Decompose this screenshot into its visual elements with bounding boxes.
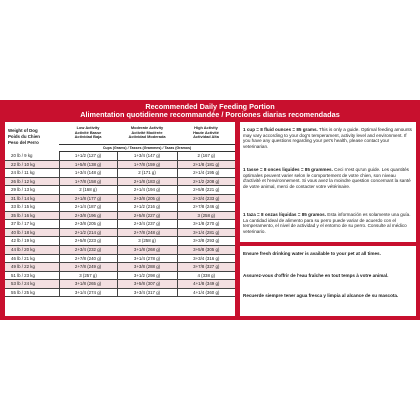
weight-cell: 22 lb / 10 kg	[5, 160, 59, 169]
moderate-activity-cell: 3 (258 g)	[117, 237, 177, 246]
table-row	[5, 280, 235, 289]
table-row	[5, 177, 235, 186]
weight-cell: 35 lb / 16 kg	[5, 211, 59, 220]
weight-cell: 26 lb / 12 kg	[5, 177, 59, 186]
moderate-activity-cell: 3+3/4 (317 g)	[117, 288, 177, 297]
high-activity-cell: 4+1/4 (360 g)	[177, 288, 235, 297]
table-row	[5, 211, 235, 220]
low-activity-header: Low Activity Activité Basse Actividad Baja	[74, 125, 102, 140]
moderate-activity-cell: 1+7/8 (159 g)	[117, 160, 177, 169]
feeding-guide-panel	[0, 100, 420, 320]
low-activity-cell: 2+5/8 (223 g)	[59, 237, 117, 246]
note-french: 1 tasse = 8 onces liquides = 85 grammes. Ceci n'est qu'un guide. Les quantités optimales peuvent varier selon le comportement de votre chien, son niveau d'activité et l'environnement. Si vous avez la moindre question concernant la santé de votre animal, merci de contacter votre vétérinaire.	[243, 167, 411, 189]
high-activity-cell: 2+1/4 (195 g)	[177, 169, 235, 178]
high-activity-cell: 4 (338 g)	[177, 271, 235, 280]
table-row	[5, 271, 235, 280]
high-activity-cell: 2+1/8 (181 g)	[177, 160, 235, 169]
weight-cell: 51 lb / 23 kg	[5, 271, 59, 280]
moderate-activity-cell: 3+1/4 (278 g)	[117, 254, 177, 263]
table-row	[5, 194, 235, 203]
weight-header: Weight of Dog Poids du Chien Peso del Perro	[8, 128, 40, 145]
high-activity-cell: 3+1/4 (281 g)	[177, 228, 235, 237]
moderate-activity-cell: 1+3/4 (147 g)	[117, 152, 177, 161]
low-activity-cell: 2+1/4 (187 g)	[59, 203, 117, 212]
weight-cell: 33 lb / 15 kg	[5, 203, 59, 212]
note-english: 1 cup = 8 fluid ounces = 85 grams. This is only a guide. Optimal feeding amounts may vary according to your dog's temperament, activity level and environment. If you have any questions regarding your pet's health, please contact your veterinarian.	[243, 127, 412, 149]
table-row	[5, 228, 235, 237]
feeding-table-box	[5, 122, 235, 316]
low-activity-cell: 2+1/2 (214 g)	[59, 228, 117, 237]
table-row	[5, 203, 235, 212]
moderate-activity-cell: 2+3/4 (237 g)	[117, 220, 177, 229]
weight-cell: 29 lb / 13 kg	[5, 186, 59, 195]
table-row	[5, 254, 235, 263]
feeding-table	[5, 122, 235, 297]
weight-cell: 44 lb / 20 kg	[5, 246, 59, 255]
table-row	[5, 237, 235, 246]
low-activity-cell: 3+1/4 (274 g)	[59, 288, 117, 297]
high-activity-cell: 4+1/8 (349 g)	[177, 280, 235, 289]
moderate-activity-cell: 3+1/8 (268 g)	[117, 246, 177, 255]
moderate-activity-cell: 3+3/8 (288 g)	[117, 263, 177, 272]
low-activity-cell: 1+5/8 (138 g)	[59, 160, 117, 169]
low-activity-cell: 1+3/4 (148 g)	[59, 169, 117, 178]
high-activity-cell: 3+7/8 (327 g)	[177, 263, 235, 272]
moderate-activity-cell: 3+5/8 (307 g)	[117, 280, 177, 289]
table-row	[5, 169, 235, 178]
high-activity-cell: 2 (167 g)	[177, 152, 235, 161]
weight-cell: 55 lb / 25 kg	[5, 288, 59, 297]
high-activity-cell: 3+3/8 (293 g)	[177, 237, 235, 246]
weight-cell: 42 lb / 19 kg	[5, 237, 59, 246]
water-note-english: Ensure fresh drinking water is available to your pet at all times.	[243, 251, 381, 256]
water-box	[240, 246, 416, 316]
low-activity-cell: 3 (257 g)	[59, 271, 117, 280]
weight-cell: 31 lb / 14 kg	[5, 194, 59, 203]
water-note-spanish: Recuerde siempre tener agua fresca y limpia al alcance de su mascota.	[243, 293, 399, 298]
feeding-table-body	[5, 152, 235, 297]
note-spanish: 1 taza = 8 onzas líquidas = 85 gramos. Esta información es solamente una guía. La cantidad ideal de alimento para su perro puede variar de acuerdo con el temperamento, el nivel de actividad y el entorno de su perro. Consulte al médico veterinario.	[243, 212, 411, 234]
notes-box	[240, 122, 416, 242]
title-line-2: Alimentation quotidienne recommandée / Porciones diarias recomendadas	[80, 110, 340, 119]
low-activity-cell: 3+1/8 (265 g)	[59, 280, 117, 289]
low-activity-cell: 2+7/8 (240 g)	[59, 254, 117, 263]
high-activity-cell: 3+5/8 (305 g)	[177, 246, 235, 255]
low-activity-cell: 2+3/8 (196 g)	[59, 211, 117, 220]
weight-cell: 46 lb / 21 kg	[5, 254, 59, 263]
low-activity-cell: 2+7/8 (249 g)	[59, 263, 117, 272]
table-row	[5, 246, 235, 255]
low-activity-cell: 1+1/2 (127 g)	[59, 152, 117, 161]
title-line-1: Recommended Daily Feeding Portion	[145, 102, 275, 111]
moderate-activity-cell: 2+3/8 (205 g)	[117, 194, 177, 203]
cups-unit-header: Cups (Grams) / Tasses (Grammes) / Tazas (Gramos)	[59, 145, 235, 152]
moderate-activity-cell: 3+1/2 (298 g)	[117, 271, 177, 280]
moderate-activity-cell: 2 (171 g)	[117, 169, 177, 178]
low-activity-cell: 2+3/8 (205 g)	[59, 220, 117, 229]
feeding-guide-title	[4, 103, 416, 119]
moderate-activity-cell: 2+1/8 (183 g)	[117, 177, 177, 186]
weight-cell: 53 lb / 24 kg	[5, 280, 59, 289]
weight-cell: 24 lb / 11 kg	[5, 169, 59, 178]
water-note-french: Assurez-vous d'offrir de l'eau fraîche en tout temps à votre animal.	[243, 273, 389, 278]
high-activity-cell: 3+1/8 (270 g)	[177, 220, 235, 229]
moderate-activity-header: Moderate Activity Activité Modérée Actividad Moderada	[128, 125, 166, 140]
high-activity-cell: 3+3/4 (316 g)	[177, 254, 235, 263]
weight-cell: 49 lb / 22 kg	[5, 263, 59, 272]
high-activity-cell: 2+3/4 (233 g)	[177, 194, 235, 203]
table-row	[5, 152, 235, 161]
high-activity-cell: 3 (258 g)	[177, 211, 235, 220]
high-activity-cell: 2+7/8 (246 g)	[177, 203, 235, 212]
low-activity-cell: 2 (168 g)	[59, 186, 117, 195]
low-activity-cell: 2+1/8 (177 g)	[59, 194, 117, 203]
weight-cell: 37 lb / 17 kg	[5, 220, 59, 229]
moderate-activity-cell: 2+1/4 (194 g)	[117, 186, 177, 195]
weight-cell: 40 lb / 18 kg	[5, 228, 59, 237]
moderate-activity-cell: 2+1/2 (216 g)	[117, 203, 177, 212]
table-row	[5, 160, 235, 169]
table-row	[5, 288, 235, 297]
moderate-activity-cell: 2+5/8 (227 g)	[117, 211, 177, 220]
low-activity-cell: 1+7/8 (158 g)	[59, 177, 117, 186]
low-activity-cell: 2+3/4 (232 g)	[59, 246, 117, 255]
table-row	[5, 186, 235, 195]
high-activity-cell: 2+5/8 (221 g)	[177, 186, 235, 195]
table-row	[5, 220, 235, 229]
table-row	[5, 263, 235, 272]
moderate-activity-cell: 2+7/8 (248 g)	[117, 228, 177, 237]
high-activity-cell: 2+1/2 (208 g)	[177, 177, 235, 186]
high-activity-header: High Activity Haute Activité Actividad Alta	[193, 125, 219, 140]
weight-cell: 20 lb / 9 kg	[5, 152, 59, 161]
